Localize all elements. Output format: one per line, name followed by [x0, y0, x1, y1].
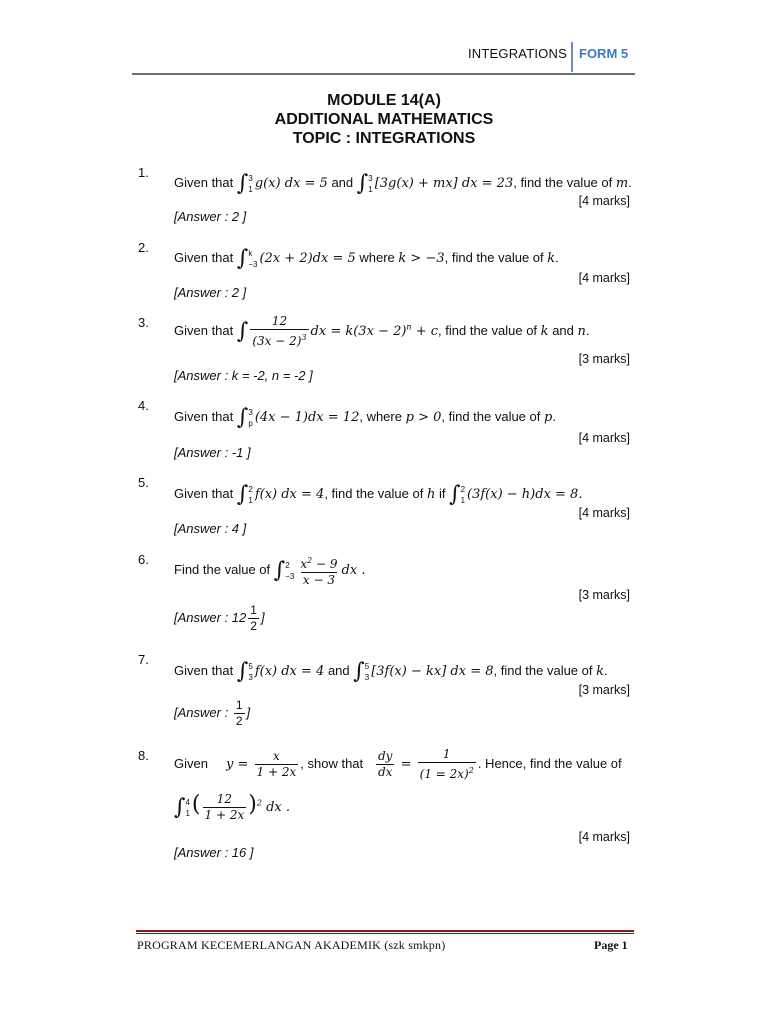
page-number: Page 1: [594, 938, 628, 952]
question-1-text: Given that ∫ 3 1 g(x) dx = 5 and ∫ 3 1 [3g(x) + mx] dx = 23, find the value of m.: [174, 171, 632, 196]
answer-label: [Answer : 4 ]: [174, 521, 247, 536]
question-number: 8.: [138, 748, 149, 763]
marks-label: [3 marks]: [578, 588, 630, 602]
question-number: 5.: [138, 475, 149, 490]
answer-label: [Answer : k = -2, n = -2 ]: [174, 368, 313, 383]
question-4-text: Given that ∫ 3 p (4x − 1)dx = 12, where p > 0, find the value of p.: [174, 405, 556, 430]
question-number: 4.: [138, 398, 149, 413]
question-8-integral: ∫ 4 1 ( $\frac{12}{1 + 2x}$ )$^2$ dx .: [174, 792, 290, 822]
question-7-text: Given that ∫ 5 3 f(x) dx = 4 and ∫ 5 3 [3f(x) − kx] dx = 8, find the value of k.: [174, 659, 608, 684]
question-number: 6.: [138, 552, 149, 567]
header-topic: INTEGRATIONS: [468, 46, 567, 61]
question-3-text: Given that ∫ $\frac{12}{(3x - 2)^3}$ dx = $k(3x - 2)^n + c$, find the value of k and n.: [174, 314, 590, 348]
footer-rule: [136, 933, 634, 934]
question-5-text: Given that ∫ 2 1 f(x) dx = 4, find the value of h if ∫ 2 1 (3f(x) − h)dx = 8.: [174, 482, 583, 507]
question-number: 3.: [138, 315, 149, 330]
question-number: 1.: [138, 165, 149, 180]
answer-label: [Answer : 2 ]: [174, 285, 247, 300]
question-8-text: Given y = $\frac{x}{1 + 2x}$ , show that $\frac{dy}{dx}$ = $\frac{1}{(1 = 2x)^2}$ . Hence, find the value of: [174, 747, 622, 781]
answer-label: [Answer : 16 ]: [174, 845, 254, 860]
question-number: 2.: [138, 240, 149, 255]
topic-title: TOPIC : INTEGRATIONS: [292, 130, 476, 147]
question-number: 7.: [138, 652, 149, 667]
footer-rule: [136, 930, 634, 932]
marks-label: [3 marks]: [578, 352, 630, 366]
question-2-text: Given that ∫ k −3 (2x + 2)dx = 5 where k > −3, find the value of k.: [174, 246, 559, 271]
marks-label: [4 marks]: [578, 271, 630, 285]
footer-program: PROGRAM KECEMERLANGAN AKADEMIK (szk smkpn): [137, 938, 446, 952]
answer-label: [Answer : -1 ]: [174, 445, 251, 460]
marks-label: [4 marks]: [578, 506, 630, 520]
answer-label: [Answer : 12 $\frac{1}{2}$ ]: [174, 603, 265, 633]
module-title: MODULE 14(A): [327, 92, 441, 109]
answer-label: [Answer : 2 ]: [174, 209, 247, 224]
question-6-text: Find the value of ∫ 2 −3 $\frac{x^2 - 9}{x - 3}$ dx .: [174, 556, 366, 587]
marks-label: [4 marks]: [578, 194, 630, 208]
header-separator: [571, 42, 573, 72]
header-rule: [132, 73, 635, 75]
answer-label: [Answer : $\frac{1}{2}$ ]: [174, 698, 251, 728]
subject-title: ADDITIONAL MATHEMATICS: [274, 111, 494, 128]
marks-label: [4 marks]: [578, 830, 630, 844]
marks-label: [4 marks]: [578, 431, 630, 445]
header-form: FORM 5: [579, 46, 629, 61]
marks-label: [3 marks]: [578, 683, 630, 697]
